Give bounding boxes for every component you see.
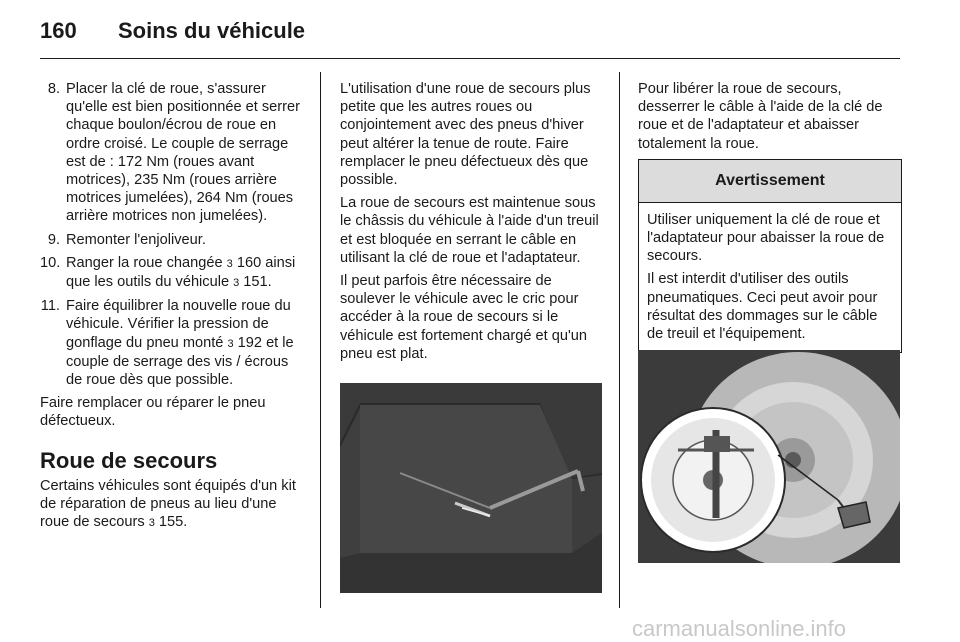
- column-2: [340, 80, 602, 368]
- list-item: [40, 297, 306, 389]
- list-item-number: 9.: [47, 231, 60, 248]
- list-item-number: 10.: [40, 254, 61, 271]
- warning-paragraph: Utiliser uniquement la clé de roue et l'adaptateur pour abaisser la roue de secours.: [647, 211, 885, 265]
- page-ref-arrow[interactable]: 3: [226, 257, 233, 270]
- page-ref-arrow[interactable]: 3: [233, 277, 240, 290]
- warning-title: Avertissement: [639, 160, 901, 203]
- paragraph: La roue de secours est maintenue sous le châssis du véhicule à l'aide d'un treuil et est bloquée en serrant le câble en utilisant la clé de roue et l'adaptateur.: [340, 195, 599, 266]
- paragraph: Faire remplacer ou réparer le pneu défectueux.: [40, 395, 266, 430]
- list-item-number: 8.: [47, 81, 60, 97]
- wheel-wrench-illustration: [340, 383, 602, 593]
- paragraph: L'utilisation d'une roue de secours plus petite que les autres roues ou conjointement avec des pneus d'hiver peut altérer la tenue de route. Faire remplacer le pneu défectueux dès que possible.: [340, 81, 591, 189]
- list-item-text: 192 et le couple de serrage des vis / écrous de roue dès que possible.: [66, 334, 294, 389]
- spare-wheel-image: [638, 350, 900, 563]
- paragraph: Pour libérer la roue de secours, desserrer le câble à l'aide de la clé de roue et de l'adaptateur et abaisser totalement la roue.: [638, 81, 883, 152]
- paragraph-text: 155.: [154, 514, 188, 531]
- list-item: [40, 80, 306, 226]
- list-item-text: Faire équilibrer la nouvelle roue du véhicule. Vérifier la pression de gonflage du pneu monté: [66, 298, 291, 351]
- column-divider-1: [320, 72, 321, 608]
- page-ref-arrow[interactable]: 3: [148, 517, 155, 530]
- list-item-text: 151.: [239, 274, 272, 291]
- page-ref-arrow[interactable]: 3: [227, 337, 234, 350]
- wheel-wrench-image: [340, 383, 602, 593]
- list-item: [40, 254, 306, 292]
- watermark: carmanualsonline.info: [632, 616, 847, 641]
- section-heading: Roue de secours: [40, 447, 218, 473]
- paragraph: Il peut parfois être nécessaire de soulever le véhicule avec le cric pour accéder à la roue de secours si le véhicule est fortement chargé et qu'un pneu est plat.: [340, 273, 587, 362]
- list-item-number: 11.: [40, 298, 60, 315]
- header-rule: [40, 58, 900, 59]
- instruction-list: [40, 80, 306, 389]
- warning-paragraph: Il est interdit d'utiliser des outils pneumatiques. Ceci peut avoir pour résultat des dommages sur le câble de treuil et l'équipement.: [647, 271, 878, 343]
- page-header: [0, 0, 960, 64]
- chapter-title: Soins du véhicule: [118, 18, 306, 43]
- list-item: [40, 231, 306, 249]
- column-3: [638, 80, 902, 353]
- list-item-text: 160 ainsi que les outils du véhicule: [66, 254, 296, 291]
- column-divider-2: [619, 72, 620, 608]
- section-paragraph: [40, 477, 306, 533]
- warning-box: [638, 159, 902, 353]
- list-item-text: Placer la clé de roue, s'assurer qu'elle est bien positionnée et serrer chaque boulon/écrou de roue en ordre croisé. Le couple de serrage est de : 172 Nm (roues avant motrices), 235 Nm (roues arrière motrices jumelées), 264 Nm (roues arrière motrices non jumelées).: [66, 81, 300, 225]
- page-number: 160: [40, 18, 77, 43]
- list-item-text: Remonter l'enjoliveur.: [66, 231, 206, 248]
- spare-wheel-illustration: [638, 350, 900, 563]
- column-1: [40, 80, 306, 537]
- list-item-text: Ranger la roue changée: [66, 254, 227, 271]
- warning-body: [639, 203, 901, 352]
- paragraph-text: Certains véhicules sont équipés d'un kit de réparation de pneus au lieu d'une roue de secours: [40, 477, 296, 531]
